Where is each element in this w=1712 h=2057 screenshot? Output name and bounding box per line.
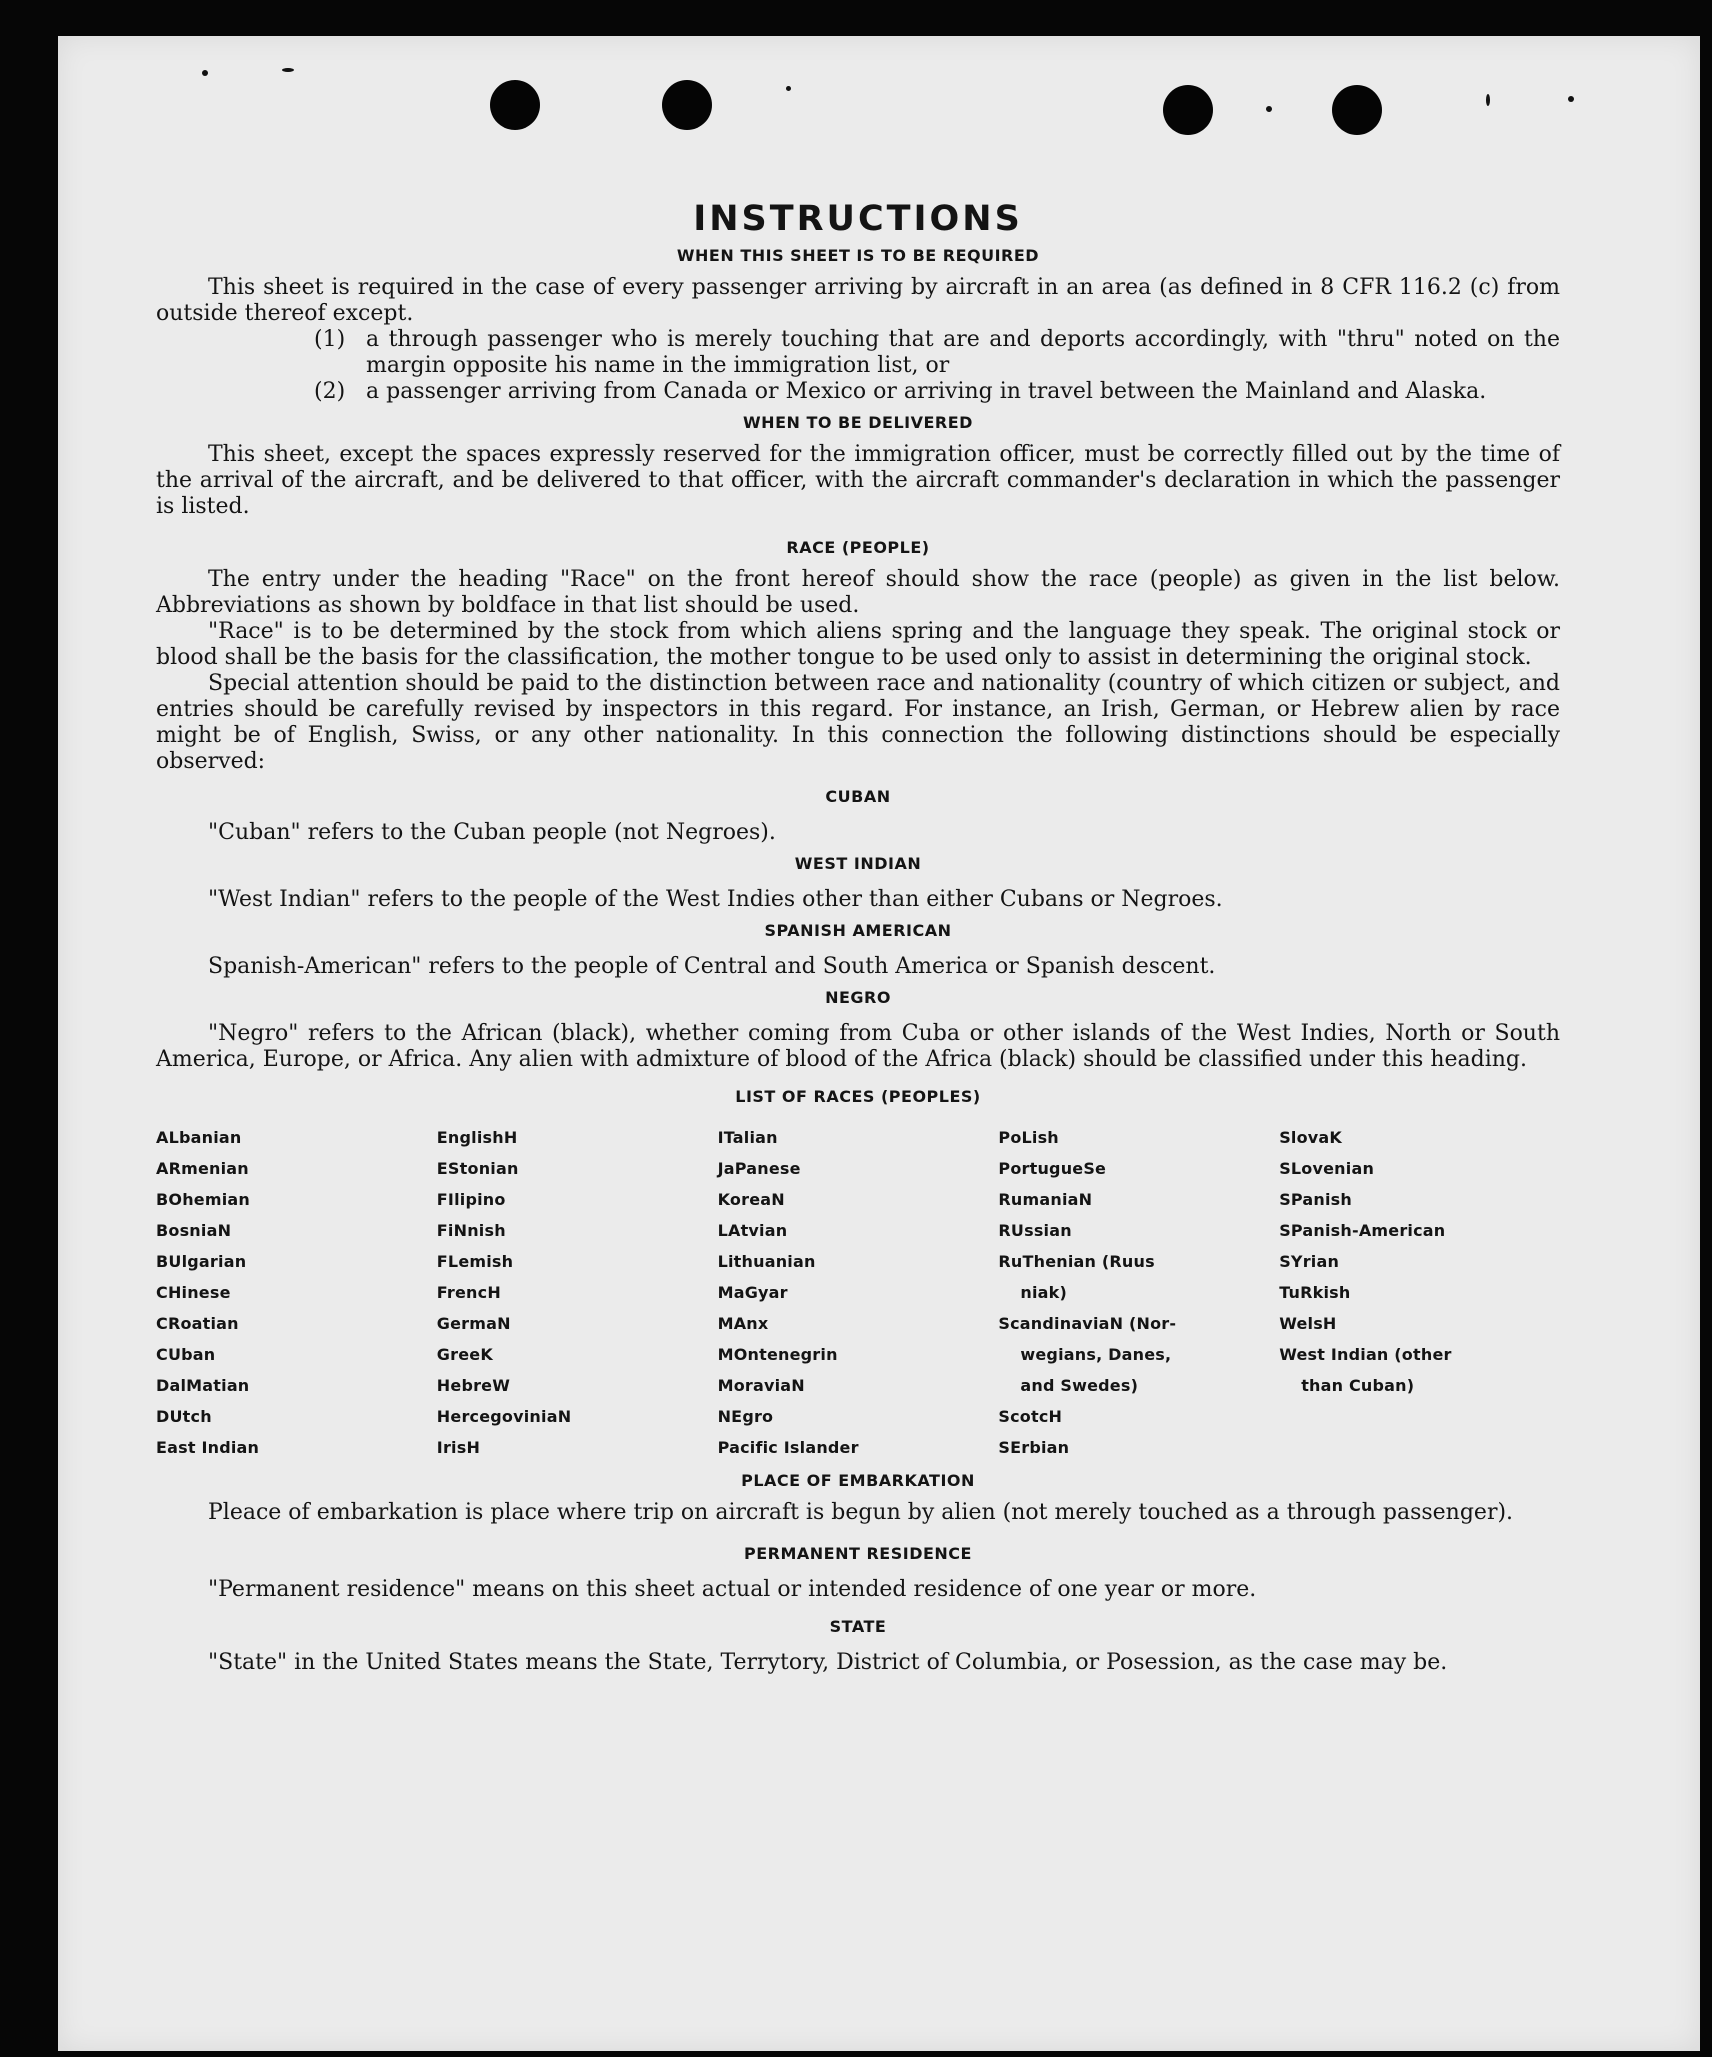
race-entry: ScandinaviaN (Nor- bbox=[998, 1314, 1177, 1333]
race-entry: wegians, Danes, bbox=[1020, 1345, 1172, 1364]
speck bbox=[1568, 96, 1574, 102]
race-entry: Pacific Islander bbox=[717, 1438, 859, 1457]
race-entry: FLemish bbox=[436, 1252, 514, 1271]
race-entry: ITalian bbox=[717, 1128, 778, 1147]
race-entry: SErbian bbox=[998, 1438, 1070, 1457]
race-entry: DUtch bbox=[156, 1407, 212, 1426]
races-column-5 bbox=[1279, 1122, 1560, 1463]
race-entry: CRoatian bbox=[156, 1314, 239, 1333]
punch-hole bbox=[490, 80, 540, 130]
race-entry: and Swedes) bbox=[1020, 1376, 1139, 1395]
punch-hole bbox=[1163, 85, 1213, 135]
race-entry: CUban bbox=[156, 1345, 216, 1364]
section-heading-state: STATE bbox=[829, 1617, 887, 1636]
list-item-number: (2) bbox=[314, 379, 346, 404]
race-entry: RUssian bbox=[998, 1221, 1072, 1240]
race-entry: MoraviaN bbox=[717, 1376, 805, 1395]
speck bbox=[202, 70, 208, 76]
race-entry: SYrian bbox=[1279, 1252, 1340, 1271]
embarkation-text: Pleace of embarkation is place where trip on aircraft is begun by alien (not merely touched as a through passenger). bbox=[208, 1500, 1514, 1525]
race-entry: ALbanian bbox=[156, 1128, 242, 1147]
races-column-1 bbox=[156, 1122, 437, 1463]
race-entry: SLovenian bbox=[1279, 1159, 1375, 1178]
race-entry: GreeK bbox=[436, 1345, 493, 1364]
race-entry: EStonian bbox=[436, 1159, 519, 1178]
races-column-3 bbox=[718, 1122, 999, 1463]
race-entry: RuThenian (Ruus bbox=[998, 1252, 1155, 1271]
delivered-text: This sheet, except the spaces expressly reserved for the immigration officer, must be correctly filled out by the time of the arrival of the aircraft, and be delivered to that officer, with the aircraft commander's declaration in which the passenger is listed. bbox=[156, 442, 1560, 519]
race-entry: SlovaK bbox=[1279, 1128, 1343, 1147]
race-entry: ARmenian bbox=[156, 1159, 249, 1178]
section-heading-negro: NEGRO bbox=[825, 988, 891, 1007]
race-paragraph: "Race" is to be determined by the stock from which aliens spring and the language they speak. The original stock or blood shall be the basis for the classification, the mother tongue to be used only to assist in determining the original stock. bbox=[156, 619, 1560, 670]
race-entry: TuRkish bbox=[1279, 1283, 1351, 1302]
race-entry: WelsH bbox=[1279, 1314, 1337, 1333]
race-paragraph: The entry under the heading "Race" on the front hereof should show the race (people) as given in the list below. Abbreviations as shown by boldface in that list should be used. bbox=[156, 567, 1560, 618]
residence-text: "Permanent residence" means on this sheet actual or intended residence of one year or more. bbox=[208, 1577, 1257, 1602]
race-entry: CHinese bbox=[156, 1283, 231, 1302]
west-indian-text: "West Indian" refers to the people of the West Indies other than either Cubans or Negroes. bbox=[208, 887, 1223, 912]
races-column-2 bbox=[437, 1122, 718, 1463]
race-entry: NEgro bbox=[717, 1407, 774, 1426]
race-entry: East Indian bbox=[156, 1438, 260, 1457]
section-heading-cuban: CUBAN bbox=[825, 787, 891, 806]
race-entry: MAnx bbox=[717, 1314, 769, 1333]
speck bbox=[1486, 94, 1490, 106]
section-heading-race: RACE (PEOPLE) bbox=[786, 538, 930, 557]
section-heading-required: WHEN THIS SHEET IS TO BE REQUIRED bbox=[676, 246, 1040, 265]
race-entry: BOhemian bbox=[156, 1190, 250, 1209]
race-entry: SPanish bbox=[1279, 1190, 1352, 1209]
section-heading-delivered: WHEN TO BE DELIVERED bbox=[743, 413, 973, 432]
list-item-text: a through passenger who is merely touching that are and deports accordingly, with "thru" noted on the margin opposite his name in the immigration list, or bbox=[366, 327, 1560, 378]
race-entry: Lithuanian bbox=[717, 1252, 816, 1271]
race-entry: GermaN bbox=[436, 1314, 511, 1333]
race-entry: LAtvian bbox=[717, 1221, 788, 1240]
page-title: INSTRUCTIONS bbox=[693, 199, 1023, 239]
section-heading-west-indian: WEST INDIAN bbox=[794, 854, 922, 873]
race-entry: West Indian (other bbox=[1279, 1345, 1452, 1364]
list-item-number: (1) bbox=[314, 327, 346, 352]
race-entry: HebreW bbox=[436, 1376, 511, 1395]
cuban-text: "Cuban" refers to the Cuban people (not Negroes). bbox=[208, 820, 776, 845]
spanish-american-text: Spanish-American" refers to the people of Central and South America or Spanish descent. bbox=[208, 954, 1216, 979]
race-entry: RumaniaN bbox=[998, 1190, 1093, 1209]
race-entry: than Cuban) bbox=[1301, 1376, 1415, 1395]
race-entry: PoLish bbox=[998, 1128, 1059, 1147]
negro-text: "Negro" refers to the African (black), whether coming from Cuba or other islands of the West Indies, North or South America, Europe, or Africa. Any alien with admixture of blood of the Africa (black) should be classified under this heading. bbox=[156, 1021, 1560, 1072]
race-entry: niak) bbox=[1020, 1283, 1068, 1302]
race-entry: EnglishH bbox=[436, 1128, 518, 1147]
race-entry: SPanish-American bbox=[1279, 1221, 1446, 1240]
race-entry: FrencH bbox=[436, 1283, 501, 1302]
speck bbox=[786, 86, 791, 91]
section-heading-embarkation: PLACE OF EMBARKATION bbox=[741, 1471, 975, 1490]
races-column-4 bbox=[998, 1122, 1279, 1463]
punch-hole bbox=[1332, 85, 1382, 135]
races-list bbox=[156, 1122, 1560, 1463]
race-entry: BUlgarian bbox=[156, 1252, 247, 1271]
list-item bbox=[156, 327, 1560, 379]
race-entry: IrisH bbox=[436, 1438, 481, 1457]
speck bbox=[282, 68, 294, 72]
list-item-text: a passenger arriving from Canada or Mexico or arriving in travel between the Mainland and Alaska. bbox=[366, 379, 1487, 404]
race-entry: FIlipino bbox=[436, 1190, 506, 1209]
section-heading-races-list: LIST OF RACES (PEOPLES) bbox=[735, 1087, 981, 1106]
race-entry: JaPanese bbox=[717, 1159, 801, 1178]
race-entry: MaGyar bbox=[717, 1283, 788, 1302]
race-entry: ScotcH bbox=[998, 1407, 1063, 1426]
state-text: "State" in the United States means the State, Terrytory, District of Columbia, or Posession, as the case may be. bbox=[208, 1650, 1448, 1675]
punch-hole bbox=[662, 80, 712, 130]
section-heading-spanish-american: SPANISH AMERICAN bbox=[764, 921, 952, 940]
race-entry: MOntenegrin bbox=[717, 1345, 838, 1364]
required-intro: This sheet is required in the case of every passenger arriving by aircraft in an area (as defined in 8 CFR 116.2 (c) from outside thereof except. bbox=[156, 275, 1560, 326]
race-entry: BosniaN bbox=[156, 1221, 232, 1240]
race-entry: KoreaN bbox=[717, 1190, 785, 1209]
list-item bbox=[156, 379, 1560, 405]
section-heading-residence: PERMANENT RESIDENCE bbox=[744, 1544, 972, 1563]
race-entry: PortugueSe bbox=[998, 1159, 1107, 1178]
race-paragraph: Special attention should be paid to the distinction between race and nationality (country of which citizen or subject, and entries should be carefully revised by inspectors in this regard. For instance, an Irish, German, or Hebrew alien by race might be of English, Swiss, or any other nationality. In this connection the following distinctions should be especially observed: bbox=[156, 671, 1560, 774]
race-entry: DalMatian bbox=[156, 1376, 250, 1395]
race-entry: FiNnish bbox=[436, 1221, 506, 1240]
speck bbox=[1266, 106, 1272, 112]
race-entry: HercegoviniaN bbox=[436, 1407, 572, 1426]
instructions-content bbox=[156, 196, 1560, 1676]
